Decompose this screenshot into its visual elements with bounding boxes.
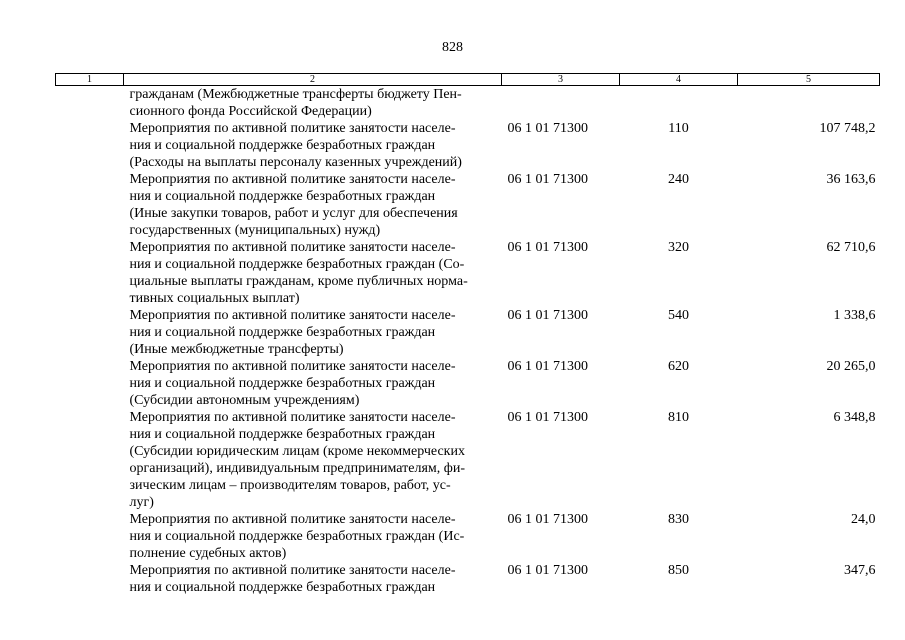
description-line: (Иные межбюджетные трансферты) — [129, 342, 344, 357]
description-line: (Субсидии автономным учреждениям) — [129, 393, 360, 408]
budget-table — [55, 73, 880, 596]
row-amount: 20 265,0 — [826, 359, 876, 374]
table-body — [56, 86, 880, 597]
row-expense-type: 620 — [668, 359, 689, 374]
row-amount: 107 748,2 — [819, 121, 876, 136]
table-row — [56, 562, 880, 596]
row-number-cell — [56, 409, 124, 511]
row-description — [124, 307, 502, 358]
row-description — [124, 171, 502, 239]
row-amount: 347,6 — [844, 563, 876, 578]
description-line: Мероприятия по активной политике занятости населе- — [129, 512, 456, 527]
table-row — [56, 120, 880, 171]
row-code: 06 1 01 71300 — [507, 121, 588, 136]
row-amount — [738, 86, 880, 121]
row-expense-type: 850 — [668, 563, 689, 578]
description-line: полнение судебных актов) — [129, 546, 287, 561]
header-col-2: 2 — [124, 74, 502, 86]
description-line: Мероприятия по активной политике занятости населе- — [129, 308, 456, 323]
row-description — [124, 86, 502, 121]
row-expense-type: 810 — [668, 410, 689, 425]
description-line: Мероприятия по активной политике занятости населе- — [129, 359, 456, 374]
description-line: (Иные закупки товаров, работ и услуг для обеспечения — [129, 206, 458, 221]
row-expense-type: 320 — [668, 240, 689, 255]
table-row — [56, 239, 880, 307]
header-col-1: 1 — [56, 74, 124, 86]
row-code: 06 1 01 71300 — [507, 359, 588, 374]
page-number: 828 — [442, 40, 463, 55]
row-code: 06 1 01 71300 — [507, 240, 588, 255]
row-amount: 6 348,8 — [833, 410, 876, 425]
row-code — [502, 86, 620, 121]
description-line: луг) — [129, 495, 154, 510]
row-amount: 1 338,6 — [833, 308, 876, 323]
row-description — [124, 562, 502, 596]
row-amount: 36 163,6 — [826, 172, 876, 187]
row-code: 06 1 01 71300 — [507, 512, 588, 527]
description-line: тивных социальных выплат) — [129, 291, 300, 306]
row-number-cell — [56, 86, 124, 121]
description-line: ния и социальной поддержке безработных граждан (Со- — [129, 257, 465, 272]
table-header — [56, 74, 880, 86]
description-line: Мероприятия по активной политике занятости населе- — [129, 172, 456, 187]
description-line: (Расходы на выплаты персоналу казенных учреждений) — [129, 155, 462, 170]
description-line: Мероприятия по активной политике занятости населе- — [129, 563, 456, 578]
table-row — [56, 409, 880, 511]
description-line: Мероприятия по активной политике занятости населе- — [129, 240, 456, 255]
description-line: сионного фонда Российской Федерации) — [129, 104, 372, 119]
row-expense-type: 240 — [668, 172, 689, 187]
description-line: государственных (муниципальных) нужд) — [129, 223, 381, 238]
description-line: ния и социальной поддержке безработных граждан (Ис- — [129, 529, 465, 544]
table-row — [56, 511, 880, 562]
row-expense-type: 540 — [668, 308, 689, 323]
row-number-cell — [56, 562, 124, 596]
table-row — [56, 171, 880, 239]
row-code: 06 1 01 71300 — [507, 563, 588, 578]
description-line: ния и социальной поддержке безработных граждан — [129, 376, 436, 391]
row-code: 06 1 01 71300 — [507, 410, 588, 425]
header-col-5: 5 — [738, 74, 880, 86]
row-description — [124, 358, 502, 409]
description-line: Мероприятия по активной политике занятости населе- — [129, 121, 456, 136]
row-description — [124, 511, 502, 562]
description-line: ния и социальной поддержке безработных граждан — [129, 189, 436, 204]
description-line: ния и социальной поддержке безработных граждан — [129, 427, 436, 442]
row-description — [124, 409, 502, 511]
row-expense-type — [620, 86, 738, 121]
row-amount: 24,0 — [851, 512, 876, 527]
description-line: (Субсидии юридическим лицам (кроме некоммерческих — [129, 444, 465, 459]
description-line: Мероприятия по активной политике занятости населе- — [129, 410, 456, 425]
header-col-4: 4 — [620, 74, 738, 86]
row-number-cell — [56, 171, 124, 239]
description-line: гражданам (Межбюджетные трансферты бюджету Пен- — [129, 87, 462, 102]
row-code: 06 1 01 71300 — [507, 308, 588, 323]
description-line: ния и социальной поддержке безработных граждан — [129, 325, 436, 340]
row-expense-type: 110 — [668, 121, 689, 136]
row-description — [124, 120, 502, 171]
table-row — [56, 307, 880, 358]
description-line: ния и социальной поддержке безработных граждан — [129, 580, 436, 595]
row-number-cell — [56, 358, 124, 409]
header-col-3: 3 — [502, 74, 620, 86]
description-line: зическим лицам – производителям товаров, работ, ус- — [129, 478, 451, 493]
row-number-cell — [56, 511, 124, 562]
header-row — [56, 74, 880, 86]
row-expense-type: 830 — [668, 512, 689, 527]
row-number-cell — [56, 239, 124, 307]
description-line: ния и социальной поддержке безработных граждан — [129, 138, 436, 153]
table-row — [56, 358, 880, 409]
row-code: 06 1 01 71300 — [507, 172, 588, 187]
description-line: организаций), индивидуальным предпринимателям, фи- — [129, 461, 466, 476]
description-line: циальные выплаты гражданам, кроме публичных норма- — [129, 274, 468, 289]
table-row — [56, 86, 880, 121]
row-amount: 62 710,6 — [826, 240, 876, 255]
row-number-cell — [56, 120, 124, 171]
row-number-cell — [56, 307, 124, 358]
row-description — [124, 239, 502, 307]
